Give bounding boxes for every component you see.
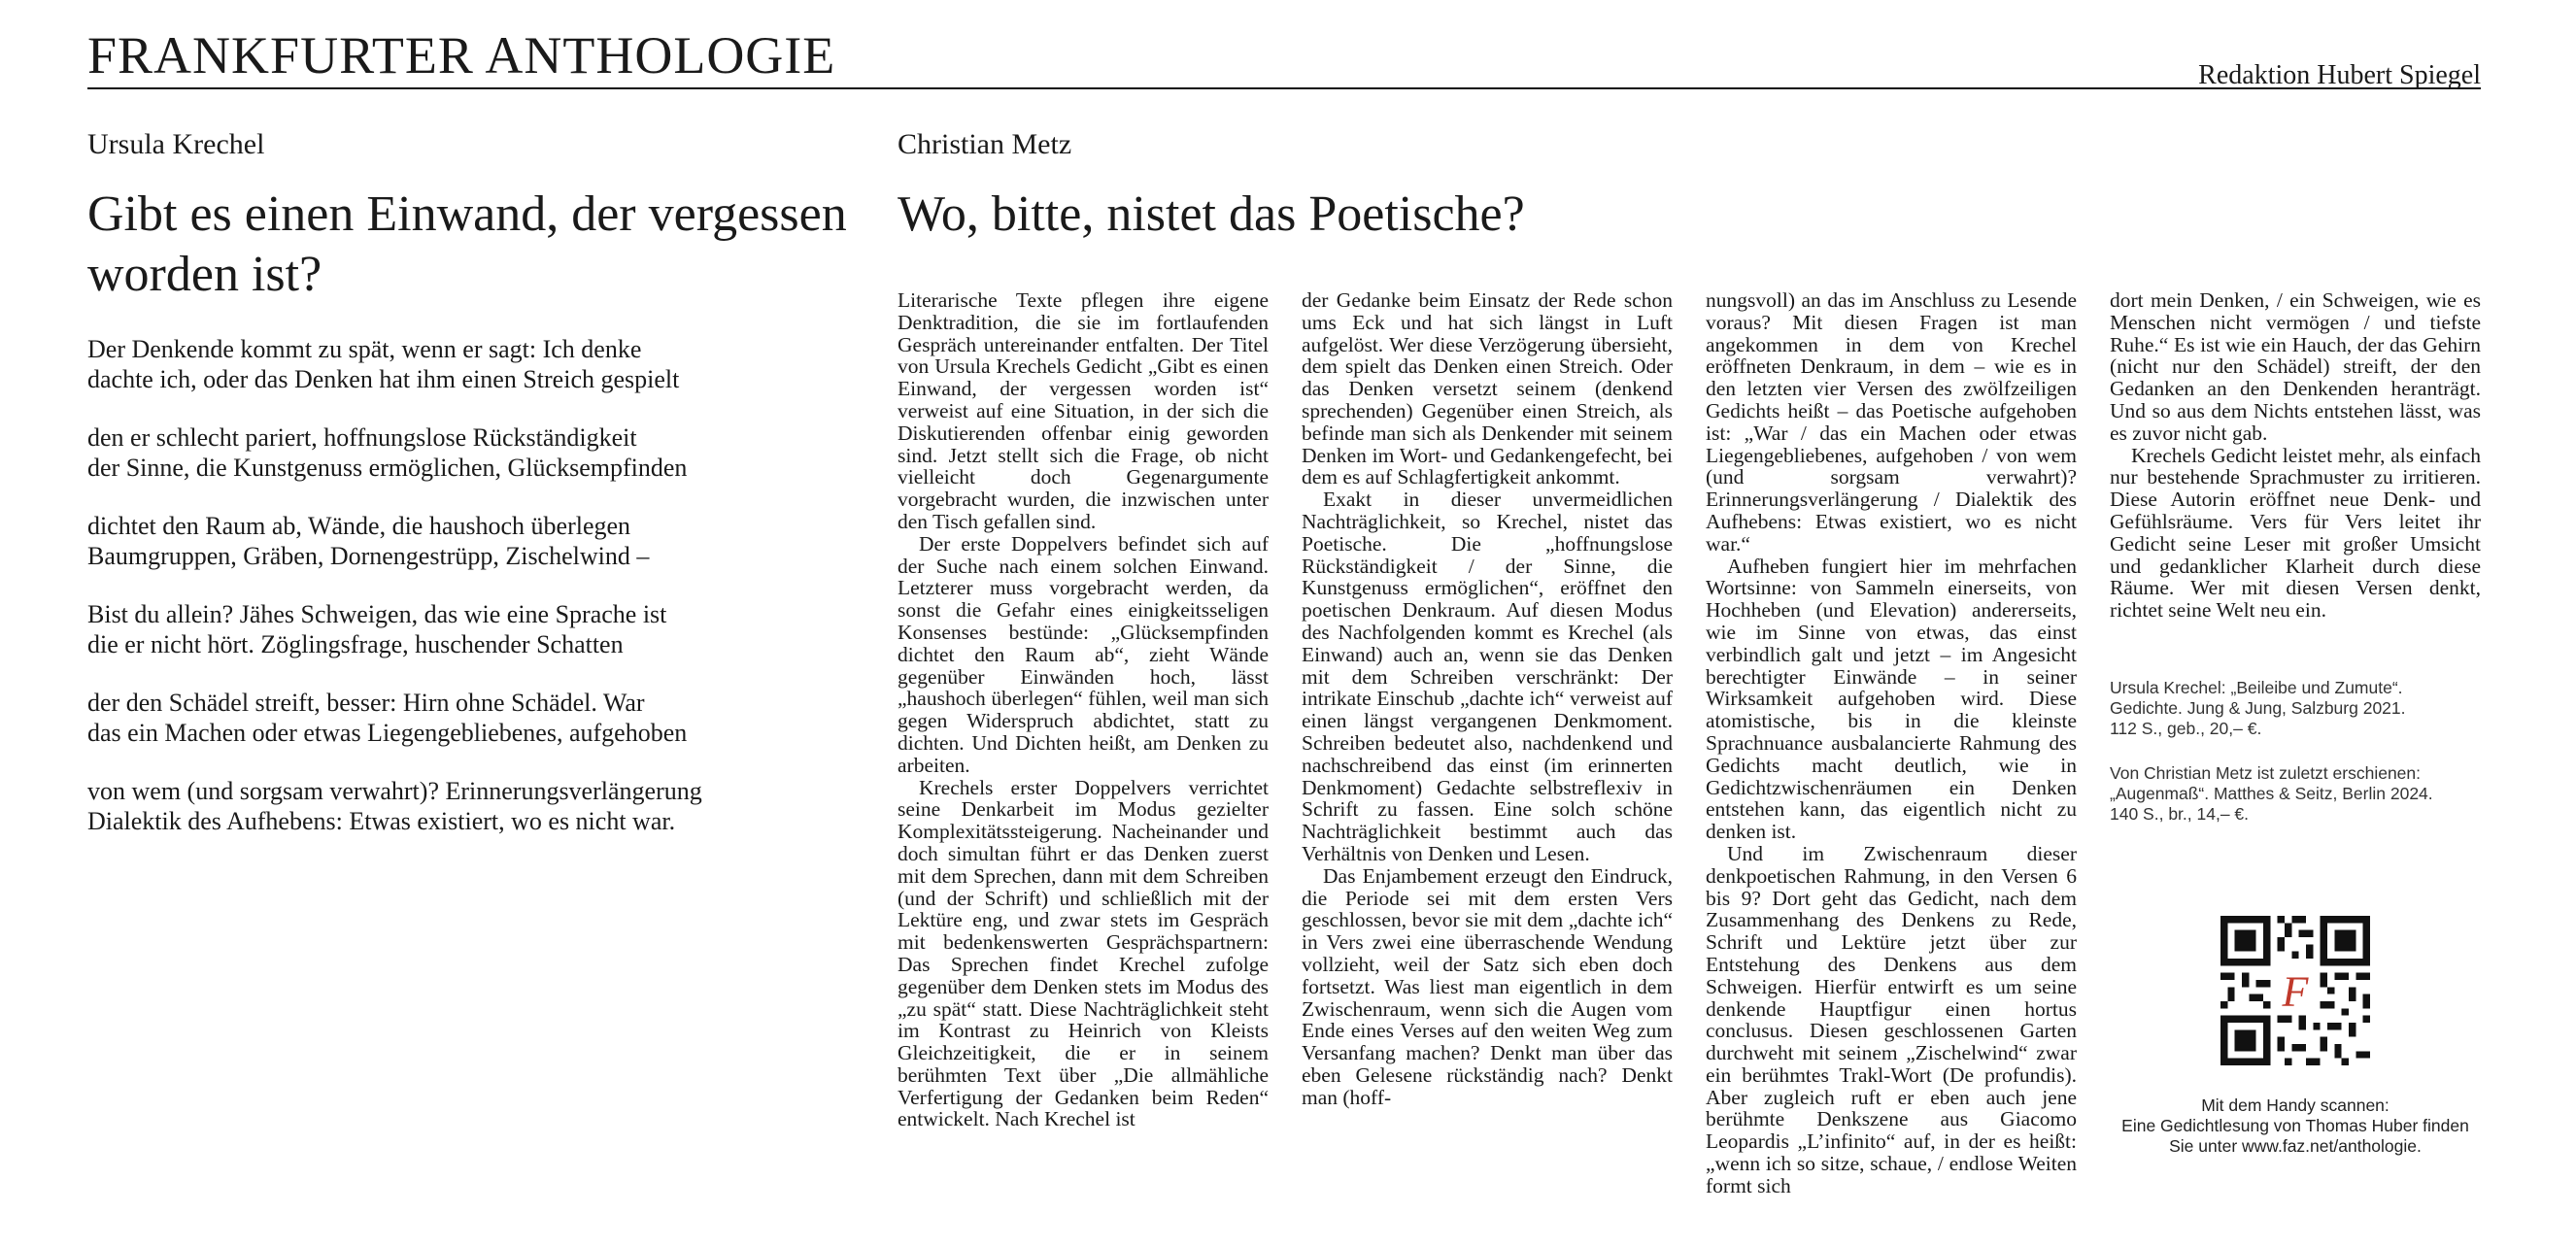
biblio-line: 140 S., br., 14,– €. <box>2110 804 2250 824</box>
masthead <box>87 17 2481 89</box>
poem-stanza <box>87 688 864 748</box>
poem-stanza <box>87 422 864 483</box>
poem-line: dachte ich, oder das Denken hat ihm einen Streich gespielt <box>87 365 680 393</box>
poem-line: die er nicht hört. Zöglingsfrage, huschender Schatten <box>87 630 624 658</box>
qr-caption-line: Eine Gedichtlesung von Thomas Huber finden <box>2121 1116 2469 1135</box>
poem-author: Ursula Krechel <box>87 128 265 160</box>
biblio-line: Ursula Krechel: „Beileibe und Zumute“. <box>2110 678 2403 697</box>
poem-source <box>2110 678 2481 739</box>
poem-title: Gibt es einen Einwand, der vergessen worden ist? <box>87 186 847 302</box>
essay-column-4 <box>2110 289 2481 622</box>
essay-column-1 <box>898 289 1269 1163</box>
poem-stanza <box>87 334 864 394</box>
poem-line: den er schlecht pariert, hoffnungslose Rückständigkeit <box>87 423 637 452</box>
poem-line: der Sinne, die Kunstgenuss ermöglichen, Glücksempfinden <box>87 454 688 482</box>
essay-paragraph: Das Enjambement erzeugt den Eindruck, die Periode sei mit dem ersten Vers geschlossen, bevor sie mit dem „dachte ich“ in Vers zwei eine überraschende Wendung vollzieht, weil der Satz sich eben doch fortsetzt. Was liest man eigentlich in dem Zwischenraum, wenn sich die Augen vom Ende eines Verses auf den weiten Weg zum Versanfang machen? Denkt man über das eben Gelesene rückständig nach? Denkt man (hoff- <box>1302 863 1673 1109</box>
biblio-line: Gedichte. Jung & Jung, Salzburg 2021. <box>2110 698 2406 718</box>
biblio-line: „Augenmaß“. Matthes & Seitz, Berlin 2024. <box>2110 784 2433 803</box>
essay-paragraph: Aufheben fungiert hier im mehrfachen Wortsinne: von Sammeln einerseits, von Hochheben (und Elevation) andererseits, wie im Sinne von etwas, das einst verbindlich galt und jetzt – im Angesicht berechtigter Einwände – in seiner Wirksamkeit aufgehoben wird. Diese atomistische, bis in die kleinste Sprachnuance ausbalancierte Rahmung des Gedichts macht deutlich, wie in Gedichtzwischenräumen ein Denken entstehen kann, das eigentlich nicht zu denken ist. <box>1706 554 2077 844</box>
essay-paragraph: Exakt in dieser unvermeidlichen Nachträglichkeit, so Krechel, nistet das Poetische. Die „hoffnungslose Rückständigkeit / der Sinne, die Kunstgenuss ermöglichen“, eröffnet den poetischen Denkraum. Auf diesen Modus des Nachfolgenden kommt es Krechel (als Einwand) auch an, wenn sie das Denken mit dem Schreiben verschränkt: Der intrikate Einschub „dachte ich“ verweist auf einen längst vergangenen Denkmoment. Schreiben bedeutet also, nachdenkend und nachschreibend das einst (im erinnerten Denkmoment) Gedachte selbstreflexiv in Schrift zu fassen. Eine solch schöne Nachträglichkeit bestimmt auch das Verhältnis von Denken und Lesen. <box>1302 488 1673 865</box>
poem-stanza <box>87 776 864 836</box>
biblio-line: Von Christian Metz ist zuletzt erschienen: <box>2110 763 2422 783</box>
masthead-title: FRANKFURTER ANTHOLOGIE <box>87 26 836 84</box>
qr-center-glyph: F <box>2282 967 2309 1016</box>
essay-paragraph: nungsvoll) an das im Anschluss zu Lesende voraus? Mit diesen Fragen ist man angekommen in dem von Krechel eröffneten Denkraum, in dem – wie es in den letzten vier Versen des zwölfzeiligen Gedichts heißt – das Poetische aufgehoben ist: „War / das ein Machen oder etwas Liegengebliebenes, aufgehoben / von wem (und sorgsam verwahrt)? Erinnerungsverlängerung / Dialektik des Aufhebens: Etwas existiert, wo es nicht war.“ <box>1706 288 2077 556</box>
author-source <box>2110 763 2481 825</box>
biblio-line: 112 S., geb., 20,– €. <box>2110 719 2262 738</box>
poem-body <box>87 334 864 864</box>
essay-column-3 <box>1706 288 2077 1197</box>
qr-caption-line: Sie unter www.faz.net/anthologie. <box>2169 1136 2422 1156</box>
poem-line: dichtet den Raum ab, Wände, die haushoch überlegen <box>87 512 631 540</box>
essay-paragraph: Literarische Texte pflegen ihre eigene Denktradition, die sie im fortlaufenden Gespräch untereinander entfalten. Der Titel von Ursula Krechels Gedicht „Gibt es einen Einwand, der vergessen worden ist“ verweist auf eine Situation, in der sich die Diskutierenden offenbar einig geworden sind. Jetzt stellt sich die Frage, ob nicht vielleicht doch Gegenargumente vorgebracht wurden, die inzwischen unter den Tisch gefallen sind. <box>898 288 1269 533</box>
poem-line: das ein Machen oder etwas Liegengebliebenes, aufgehoben <box>87 719 688 747</box>
qr-caption-line: Mit dem Handy scannen: <box>2201 1095 2390 1115</box>
editor-credit: Redaktion Hubert Spiegel <box>2198 60 2481 90</box>
poem-line: Der Denkende kommt zu spät, wenn er sagt: Ich denke <box>87 335 642 363</box>
poem-line: Baumgruppen, Gräben, Dornengestrüpp, Zischelwind – <box>87 542 650 570</box>
essay-paragraph: Und im Zwischenraum dieser denkpoetischen Rahmung, in den Versen 6 bis 9? Dort geht das Gedicht, nach dem Zusammenhang des Denkens zu Rede, Schrift und Lektüre jetzt über zur Entstehung des Denkens aus dem Schweigen. Hierfür entwirft es um seine denkende Hauptfigur einen hortus conclusus. Diesen geschlossenen Garten durchweht mit seinem „Zischelwind“ zwar ein berühmtes Trakl-Wort (De profundis). Aber zugleich ruft er eben auch jene berühmte Denkszene aus Giacomo Leopardis „L’infinito“ auf, in der es heißt: „wenn ich so sitze, schaue, / endlose Weiten formt sich <box>1706 841 2077 1197</box>
poem-line: der den Schädel streift, besser: Hirn ohne Schädel. War <box>87 689 645 717</box>
essay-paragraph: Krechels erster Doppelvers verrichtet seine Denkarbeit im Modus gezielter Komplexitätssteigerung. Nacheinander und doch simultan führt er das Denken zuerst mit dem Sprechen, dann mit dem Schreiben (und der Schrift) und schließlich mit der Lektüre eng, und zwar stets im Gespräch mit bedenkenswerten Gesprächspartnern: Das Sprechen findet Krechel zufolge gegenüber dem Denken stets im Modus des „zu spät“ statt. Diese Nachträglichkeit steht im Kontrast zu Heinrich von Kleists Gleichzeitigkeit, die er in seinem berühmten Text über „Die allmähliche Verfertigung der Gedanken beim Reden“ entwickelt. Nach Krechel ist <box>898 775 1269 1131</box>
essay-paragraph: Krechels Gedicht leistet mehr, als einfach nur bestehende Sprachmuster zu irritieren. Diese Autorin eröffnet neue Denk- und Gefühlsräume. Vers für Vers leitet ihr Gedicht seine Leser mit großer Umsicht und gedanklicher Klarheit durch diese Räume. Wer mit diesen Versen denkt, richtet seine Welt neu ein. <box>2110 443 2481 623</box>
poem-line: Dialektik des Aufhebens: Etwas existiert, wo es nicht war. <box>87 807 676 835</box>
poem-stanza <box>87 511 864 571</box>
qr-caption <box>2110 1095 2481 1157</box>
essay-paragraph: Der erste Doppelvers befindet sich auf der Suche nach einem solchen Einwand. Letzterer muss vorgebracht werden, da sonst die Gefahr eines einigkeitsseligen Konsenses bestünde: „Glücksempfinden dichtet den Raum ab“, zieht Wände gegenüber Einwänden hoch, lässt „haushoch überlegen“ fühlen, weil man sich gegen Widerspruch abdichtet, statt zu dichten. Und Dichten heißt, am Denken zu arbeiten. <box>898 531 1269 777</box>
poem-line: Bist du allein? Jähes Schweigen, das wie eine Sprache ist <box>87 600 667 628</box>
essay-column-2 <box>1302 289 1673 1163</box>
qr-code-icon[interactable] <box>2220 916 2370 1065</box>
essay-paragraph: der Gedanke beim Einsatz der Rede schon ums Eck und hat sich längst in Luft aufgelöst. Wer diese Verzögerung übersieht, dem spielt das Denken einen Streich. Oder das Denken versetzt seinem (denkend sprechenden) Gegenüber einen Streich, als befinde man sich als Denkender mit seinem Denken im Wort- und Gedankengefecht, bei dem es auf Schlagfertigkeit ankommt. <box>1302 288 1673 489</box>
essay-title: Wo, bitte, nistet das Poetische? <box>898 186 1525 242</box>
poem-stanza <box>87 599 864 659</box>
poem-line: von wem (und sorgsam verwahrt)? Erinnerungsverlängerung <box>87 777 702 805</box>
essay-author: Christian Metz <box>898 128 1072 160</box>
essay-paragraph: dort mein Denken, / ein Schweigen, wie es Menschen nicht vermögen / und tiefste Ruhe.“ Es ist wie ein Hauch, der das Gehirn (nicht nur den Schädel) streift, der den Gedanken an den Denkenden heranträgt. Und so aus dem Nichts entstehen lässt, was es zuvor nicht gab. <box>2110 288 2481 445</box>
